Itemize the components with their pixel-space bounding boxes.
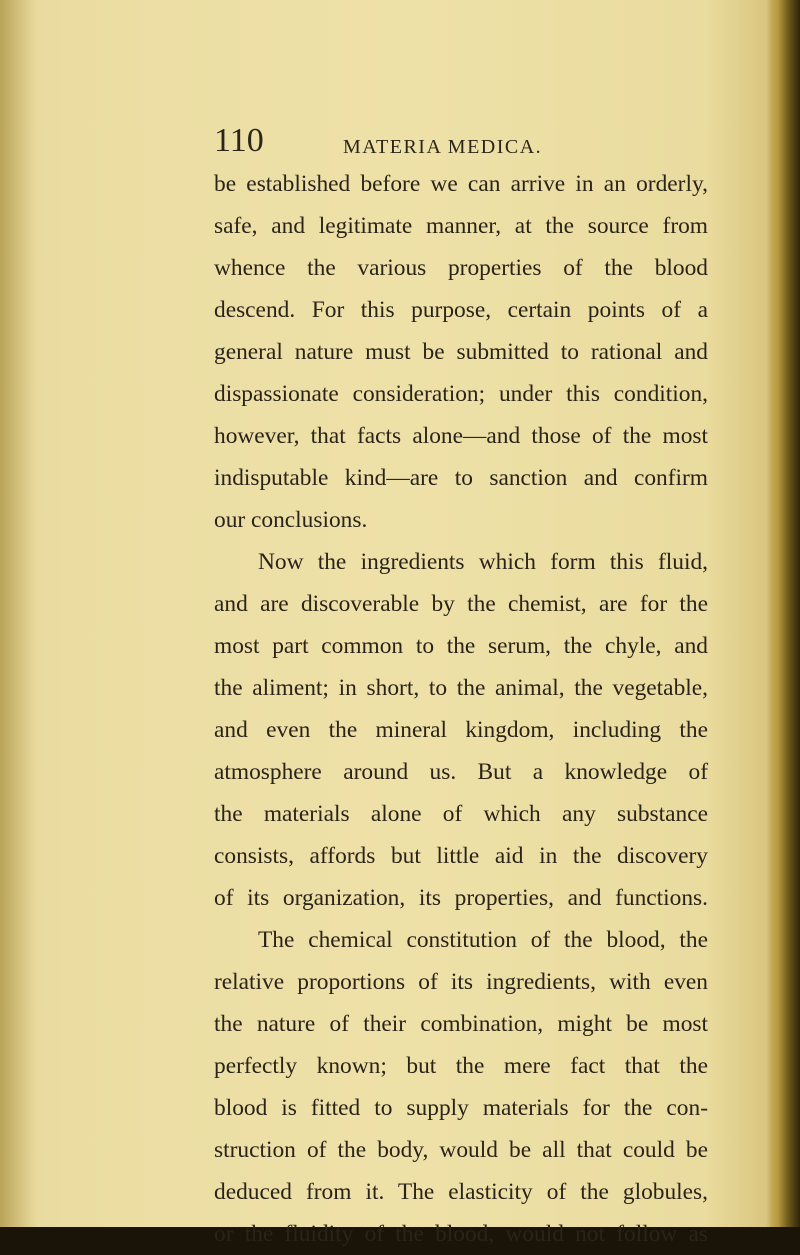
text-line: be established before we can arrive in an orderly, bbox=[214, 171, 708, 197]
text-line: however, that facts alone—and those of the most bbox=[214, 423, 708, 449]
text-line: atmosphere around us. But a knowledge of bbox=[214, 759, 708, 785]
text-line: indisputable kind—are to sanction and confirm bbox=[214, 465, 708, 491]
page-number: 110 bbox=[214, 122, 264, 159]
text-line: most part common to the serum, the chyle, and bbox=[214, 633, 708, 659]
text-line: our conclusions. bbox=[214, 507, 368, 533]
text-line: deduced from it. The elasticity of the globules, bbox=[214, 1179, 708, 1205]
text-line: whence the various properties of the blood bbox=[214, 255, 708, 281]
text-line: struction of the body, would be all that could be bbox=[214, 1137, 708, 1163]
page-binding-shadow bbox=[0, 0, 38, 1227]
text-line: blood is fitted to supply materials for the con- bbox=[214, 1095, 708, 1121]
text-line: the materials alone of which any substance bbox=[214, 801, 708, 827]
page-edge-shadow bbox=[766, 0, 800, 1227]
text-line: descend. For this purpose, certain points of a bbox=[214, 297, 708, 323]
running-title: MATERIA MEDICA. bbox=[343, 136, 543, 158]
text-line: consists, affords but little aid in the discovery bbox=[214, 843, 708, 869]
text-line: the nature of their combination, might be most bbox=[214, 1011, 708, 1037]
text-line: and are discoverable by the chemist, are for the bbox=[214, 591, 708, 617]
text-line: safe, and legitimate manner, at the source from bbox=[214, 213, 708, 239]
text-line: of its organization, its properties, and functions. bbox=[214, 885, 708, 911]
text-line: or the fluidity of the blood, would not follow as bbox=[214, 1221, 708, 1247]
text-line: and even the mineral kingdom, including the bbox=[214, 717, 708, 743]
text-line: general nature must be submitted to rational and bbox=[214, 339, 708, 365]
text-line: relative proportions of its ingredients, with even bbox=[214, 969, 708, 995]
paragraph-start-line: The chemical constitution of the blood, the bbox=[258, 927, 708, 953]
text-line: dispassionate consideration; under this condition, bbox=[214, 381, 708, 407]
text-line: the aliment; in short, to the animal, the vegetable, bbox=[214, 675, 708, 701]
text-line: perfectly known; but the mere fact that the bbox=[214, 1053, 708, 1079]
body-text bbox=[214, 163, 708, 1255]
paragraph-start-line: Now the ingredients which form this fluid, bbox=[258, 549, 708, 575]
